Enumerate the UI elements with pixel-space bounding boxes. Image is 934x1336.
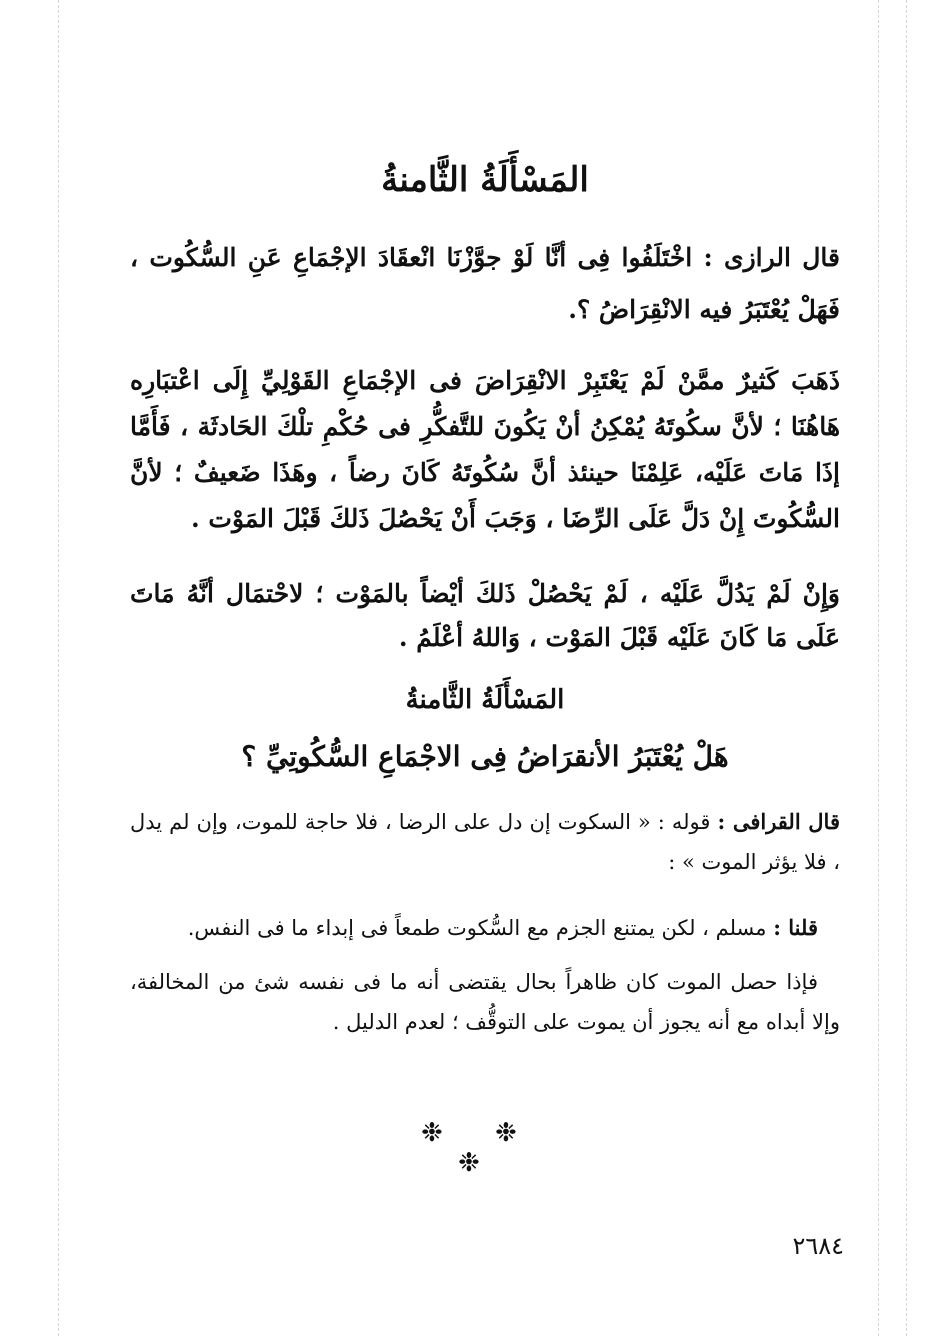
- section-question-heading: هَلْ يُعْتَبَرُ الأنقرَاضُ فِى الاجْمَاعِ السُّكُوتِيِّ ؟: [241, 740, 729, 773]
- paragraph-qarafi-quote: [130, 802, 840, 882]
- scan-guide-line: [58, 0, 59, 1336]
- paragraph-lead: قلنا :: [773, 915, 818, 940]
- paragraph-qarafi-explanation: [130, 962, 840, 1042]
- paragraph-lead: قال القرافى :: [717, 809, 840, 834]
- section-separator-stars: ❉ ❉ ❉: [421, 1118, 539, 1178]
- paragraph-body: قوله : « السكوت إن دل على الرضا ، فلا حاجة للموت، وإن لم يدل ، فلا يؤثر الموت » :: [130, 810, 840, 874]
- scan-guide-line: [878, 0, 879, 1336]
- page-number: ٢٦٨٤: [792, 1232, 844, 1260]
- paragraph-razi-conclusion: وَإِنْ لَمْ يَدُلَّ عَلَيْه ، لَمْ يَحْصُلْ ذَلكَ أيْضاً بالمَوْت ؛ لاحْتمَال أنَّهُ مَاتَ عَلَى مَا كَانَ عَلَيْه قَبْلَ المَوْت ، وَاللهُ أعْلَمُ .: [130, 579, 840, 652]
- scan-guide-line: [906, 0, 907, 1336]
- chapter-heading: المَسْأَلَةُ الثَّامنةُ: [381, 160, 589, 200]
- section-heading: المَسْأَلَةُ الثَّامنةُ: [405, 685, 565, 715]
- paragraph-body: فإذا حصل الموت كان ظاهراً بحال يقتضى أنه ما فى نفسه شئ من المخالفة، وإلا أبداه مع أنه يجوز أن يموت على التوقُّف ؛ لعدم الدليل .: [130, 970, 840, 1034]
- paragraph-razi-question: قال الرازى : اخْتَلَفُوا فِى أنَّا لَوْ جوَّزْنَا انْعقَادَ الإجْمَاعِ عَنِ السُّكُوت ، فَهَلْ يُعْتَبَرُ فيه الانْقِرَاضُ ؟.: [130, 243, 840, 324]
- paragraph-qarafi-reply: [130, 908, 840, 948]
- paragraph-razi-argument: ذَهَبَ كَثيرٌ ممَّنْ لَمْ يَعْتَبِرْ الانْقِرَاضَ فى الإجْمَاعِ القَوْلِيِّ إِلَى اعْتبَارِه هَاهُنَا ؛ لأنَّ سكُوتَهُ يُمْكِنُ أنْ يَكُونَ للتَّفكُّرِ فى حُكْمِ تلْكَ الحَادثَة ، فَأَمَّا إذَا مَاتَ عَلَيْه، عَلِمْنَا حينئذ أنَّ سُكُوتَهُ كَانَ رضاً ، وهَذَا ضَعيفٌ ؛ لأنَّ السُّكُوتَ إِنْ دَلَّ عَلَى الرِّضَا ، وَجَبَ أَنْ يَحْصُلَ ذَلكَ قَبْلَ المَوْت .: [130, 366, 840, 533]
- paragraph-body: مسلم ، لكن يمتنع الجزم مع السُّكوت طمعاً فى إبداء ما فى النفس.: [187, 916, 767, 940]
